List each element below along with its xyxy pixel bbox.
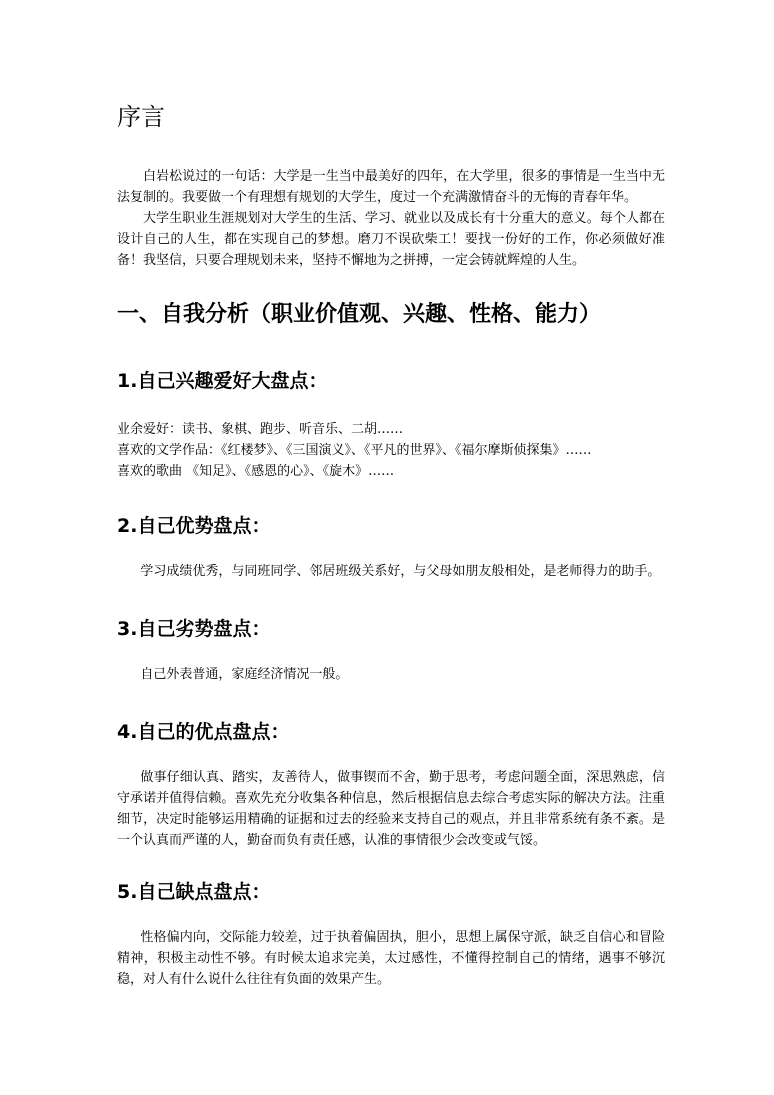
shortcomings-body (117, 927, 665, 990)
merits-text: 做事仔细认真、踏实，友善待人，做事锲而不舍，勤于思考，考虑问题全面，深思熟虑，信守承诺并值得信赖。喜欢先充分收集各种信息，然后根据信息去综合考虑实际的解决方法。注重细节，决定时能够运用精确的证据和过去的经验来支持自己的观点，并且非常系统有条不紊。是一个认真而严谨的人，勤奋而负有责任感，认准的事情很少会改变或气馁。 (117, 770, 665, 848)
interest-line: 喜欢的歌曲 《知足》、《感恩的心》、《旋木》…… (117, 464, 395, 479)
preface-paragraph: 白岩松说过的一句话：大学是一生当中最美好的四年，在大学里，很多的事情是一生当中无法复制的。我要做一个有理想有规划的大学生，度过一个充满激情奋斗的无悔的青春年华。 (117, 169, 665, 205)
interests-list (117, 419, 665, 482)
strengths-body (117, 561, 665, 582)
weaknesses-heading: 3.自己劣势盘点： (117, 618, 271, 640)
shortcomings-text: 性格偏内向，交际能力较差，过于执着偏固执，胆小，思想上属保守派，缺乏自信心和冒险精神，积极主动性不够。有时候太追求完美，太过感性，不懂得控制自己的情绪，遇事不够沉稳，对人有什么说什么往往有负面的效果产生。 (117, 930, 665, 987)
preface-paragraph: 大学生职业生涯规划对大学生的生活、学习、就业以及成长有十分重大的意义。每个人都在设计自己的人生，都在实现自己的梦想。磨刀不误砍柴工！要找一份好的工作，你必须做好准备！我坚信，只要合理规划未来，坚持不懈地为之拼搏，一定会铸就辉煌的人生。 (117, 211, 665, 268)
strengths-heading: 2.自己优势盘点： (117, 515, 271, 537)
section-title: 一、自我分析（职业价值观、兴趣、性格、能力） (117, 302, 602, 327)
preface-body (117, 166, 665, 271)
interests-heading: 1.自己兴趣爱好大盘点： (117, 370, 328, 392)
document-content (117, 101, 665, 990)
weaknesses-body (117, 664, 665, 685)
strengths-text: 学习成绩优秀，与同班同学、邻居班级关系好，与父母如朋友般相处，是老师得力的助手。 (140, 564, 661, 579)
merits-body (117, 767, 665, 851)
preface-title: 序言 (117, 103, 165, 131)
shortcomings-heading: 5.自己缺点盘点： (117, 881, 271, 903)
weaknesses-text: 自己外表普通，家庭经济情况一般。 (140, 667, 349, 682)
merits-heading: 4.自己的优点盘点： (117, 721, 290, 743)
interest-line: 喜欢的文学作品：《红楼梦》、《三国演义》、《平凡的世界》、《福尔摩斯侦探集》…… (117, 443, 592, 458)
interest-line: 业余爱好：读书、象棋、跑步、听音乐、二胡…… (117, 422, 404, 437)
